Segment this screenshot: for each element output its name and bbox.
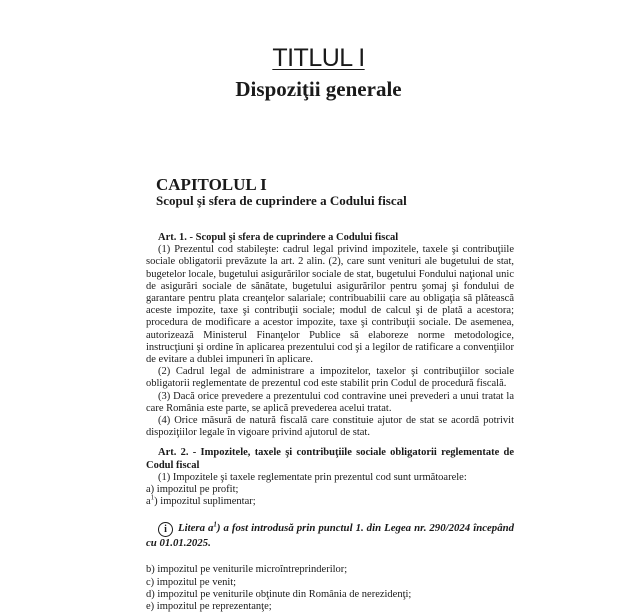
article-1-paragraph-3: (3) Dacă orice prevedere a prezentului cod contravine unei prevederi a unui tratat la care România este parte, se aplică prevederea acelui tratat. [146, 390, 514, 414]
article-2-heading: Art. 2. - Impozitele, taxele şi contribuţiile sociale obligatorii reglementate de Codul fiscal [146, 447, 514, 471]
note-sup: 1 [213, 520, 217, 529]
article-1-paragraph-2: (2) Cadrul legal de administrare a impozitelor, taxelor şi contribuţiilor sociale obligatorii reglementate de prezentul cod este stabilit prin Codul de procedură fiscală. [146, 366, 514, 390]
chapter-label: CAPITOLUL I [156, 175, 267, 194]
article-1-paragraph-4: (4) Orice măsură de natură fiscală care constituie ajutor de stat se acordă potrivit dispoziţiilor legale în vigoare privind ajutorul de stat. [146, 415, 514, 439]
page-title: Dispoziţii generale [235, 77, 402, 101]
article-1-heading: Art. 1. - Scopul şi sfera de cuprindere a Codului fiscal [158, 232, 399, 243]
list-item-a1-prefix: a [146, 496, 151, 508]
note-text: ) a fost introdusă prin punctul 1. din Legea nr. 290/2024 începând cu 01.01.2025. [146, 522, 514, 550]
info-icon[interactable]: i [158, 522, 173, 537]
list-item-a1-text: ) impozitul suplimentar; [154, 496, 256, 508]
list-item-c: c) impozitul pe venit; [146, 576, 237, 588]
chapter-subtitle: Scopul şi sfera de cuprindere a Codului fiscal [156, 193, 407, 208]
amendment-note [146, 522, 514, 550]
title-label-text: TITLUL I [272, 44, 365, 72]
article-2-paragraph-1: (1) Impozitele şi taxele reglementate prin prezentul cod sunt următoarele: [158, 471, 467, 483]
title-label [0, 44, 637, 72]
article-1-paragraph-1: (1) Prezentul cod stabileşte: cadrul legal privind impozitele, taxele şi contribuţiile sociale obligatorii prevăzute la art. 2 alin. (2), care sunt venituri ale bugetului de stat, bugetelor locale, bugetului asigurărilor sociale de stat, bugetului Fondului naţional unic de asigurări sociale de sănătate, bugetului asigurărilor pentru şomaj şi fondului de garantare pentru plata creanţelor salariale; contribuabilii care au obligaţia să plătească aceste impozite, taxe şi contribuţii sociale; modul de calcul şi de plată a acestora; procedura de modificare a acestor impozite, taxe şi contribuţii sociale. De asemenea, autorizează Ministerul Finanţelor Publice să elaboreze norme metodologice, instrucţiuni şi ordine în aplicarea prezentului cod şi a legilor de ratificare a convenţiilor de evitare a dublei impuneri în aplicare. [146, 244, 514, 366]
list-item-a: a) impozitul pe profit; [146, 484, 239, 496]
list-item-d: d) impozitul pe veniturile obţinute din România de nerezidenţi; [146, 588, 412, 600]
spacer [146, 439, 514, 447]
list-item-a1-sup: 1 [150, 493, 155, 502]
note-prefix: Litera a [178, 522, 214, 535]
document-body [146, 232, 514, 613]
list-item-e: e) impozitul pe reprezentanţe; [146, 601, 272, 613]
list-item-b: b) impozitul pe veniturile microîntreprinderilor; [146, 564, 348, 576]
spacer [146, 550, 514, 564]
list-item-a1 [146, 493, 514, 508]
